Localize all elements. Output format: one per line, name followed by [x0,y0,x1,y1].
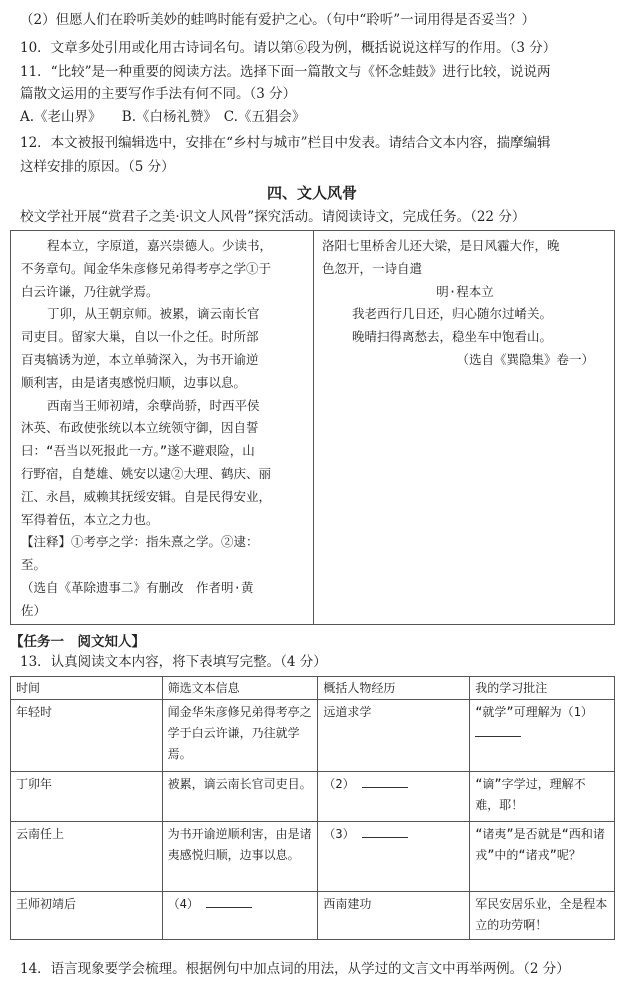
answer-label: （3） [323,827,355,841]
prose-line: 丁卯，从王朝京师。被累，谪云南长官 [47,306,260,322]
note-text: “就学”可理解为（1） [475,705,593,719]
prose-passage [11,231,314,624]
poem-line: 晚晴扫得离愁去，稳坐车中饱看山。 [352,329,553,345]
answer-blank-4[interactable] [206,895,252,908]
question-12-line1: 12．本文被报刊编辑选中，安排在“乡村与城市”栏目中发表。请结合文本内容，揣摩编辑 [20,135,551,151]
answer-blank-3[interactable] [362,825,408,838]
question-13: 13．认真阅读文本内容，将下表填写完整。（4 分） [20,654,327,670]
poem-preface: 洛阳七里桥舍儿还大梁，是日风霾大作，晚 [322,238,560,253]
table-cell-note: “谪”字学过，理解不难，耶！ [470,772,615,822]
prose-line: 曰：“吾当以死报此一方。”遂不避艰险，山 [21,443,255,459]
prose-annotation: 【注释】①考亭之学：指朱熹之学。②逮： [21,534,259,550]
answer-blank-1[interactable] [475,724,521,737]
prose-line: 沐英、布政使张统以本立统领守御，因自誓 [21,420,259,436]
prose-line: 军得着伍，本立之力也。 [21,511,159,527]
table-row [11,772,615,822]
table-row [11,700,615,772]
prose-line: 白云许谦，乃往就学焉。 [21,283,159,299]
prose-line: 不务章句。闻金华朱彦修兄弟得考亭之学①于 [21,260,272,276]
table-header: 我的学习批注 [470,677,615,700]
table-cell-experience: 远道求学 [318,700,470,772]
prose-line: 程本立，字原道，嘉兴崇德人。少读书， [47,238,273,253]
poem-preface: 色忽开，一诗自遣 [322,260,423,276]
prose-source: （选自《革除遗事二》有删改 作者明·黄 [21,579,254,595]
question-10: 10．文章多处引用或化用古诗词名句。请以第⑥段为例，概括说说这样写的作用。（3 分） [20,40,557,56]
question-9-2: （2）但愿人们在聆听美妙的蛙鸣时能有爱护之心。（句中“聆听”一词用得是否妥当？） [20,12,536,28]
table-cell-info: 被累，谪云南长官司吏目。 [162,772,318,822]
question-12-line2: 这样安排的原因。（5 分） [20,159,175,175]
poem-line: 我老西行几日还，归心随尔过崤关。 [352,306,553,322]
table-cell-time: 丁卯年 [11,772,163,822]
task-1-title: 【任务一 阅文知人】 [10,634,145,650]
question-11-line1: 11．“比较”是一种重要的阅读方法。选择下面一篇散文与《怀念蛙鼓》进行比较，说说两 [20,64,551,80]
answer-label: （4） [167,897,199,911]
table-header: 概括人物经历 [318,677,470,700]
table-cell-experience [318,822,470,892]
table-cell-experience [318,772,470,822]
table-row [11,892,615,940]
prose-line: 司吏目。留家大巢，自以一仆之任。时所部 [21,329,259,345]
prose-line: 百夷犒诱为逆，本立单骑深入，为书开谕逆 [21,351,259,367]
answer-label: （2） [323,777,355,791]
poem-source: （选自《巽隐集》卷一） [456,351,594,367]
table-cell-time: 云南任上 [11,822,163,892]
table-header: 时间 [11,677,163,700]
table-cell-info: 为书开谕逆顺利害，由是诸夷感悦归顺，边事以息。 [162,822,318,892]
table-cell-info [162,892,318,940]
table-header: 筛选文本信息 [162,677,318,700]
table-cell-time: 王师初靖后 [11,892,163,940]
prose-source: 佐） [21,602,47,618]
fill-in-table [10,676,615,940]
reading-passage-box [10,230,615,625]
table-cell-time: 年轻时 [11,700,163,772]
poem-author: 明·程本立 [436,283,494,299]
prose-annotation: 至。 [21,557,47,573]
table-cell-note: 军民安居乐业，全是程本立的功劳啊！ [470,892,615,940]
section-intro: 校文学社开展“赏君子之美·识文人风骨”探究活动。请阅读诗文，完成任务。（22 分） [20,209,526,225]
table-cell-note: “诸夷”是否就是“西和诸戎”中的“诸戎”呢？ [470,822,615,892]
prose-line: 西南当王师初靖，余孽尚骄，时西平侯 [47,397,260,413]
answer-blank-2[interactable] [362,775,408,788]
table-row [11,822,615,892]
table-cell-info: 闻金华朱彦修兄弟得考亭之学于白云许谦，乃往就学焉。 [162,700,318,772]
table-cell-note [470,700,615,772]
prose-line: 顺利害，由是诸夷感悦归顺，边事以息。 [21,374,247,390]
poem-passage [314,231,614,624]
prose-line: 行野宿，自楚雄、姚安以逮②大理、鹤庆、丽 [21,465,272,481]
question-11-line2: 篇散文运用的主要写作手法有何不同。（3 分） [20,86,297,102]
section-title: 四、文人风骨 [266,184,357,202]
question-14: 14．语言现象要学会梳理。根据例句中加点词的用法，从学过的文言文中再举两例。（2 分） [20,961,570,977]
table-header-row [11,677,615,700]
prose-line: 江、永昌，威赖其抚绥安辑。自是民得安业， [21,488,272,504]
table-cell-experience: 西南建功 [318,892,470,940]
question-11-options: A.《老山界》 B.《白杨礼赞》 C.《五猖会》 [20,109,306,125]
